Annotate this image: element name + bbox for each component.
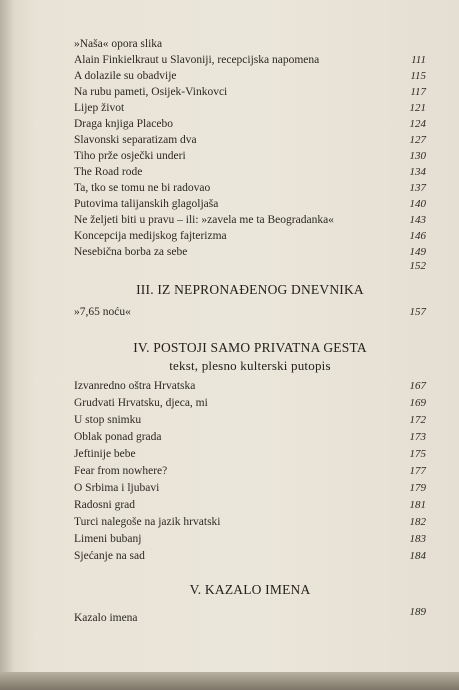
toc-title: Radosni grad — [74, 499, 136, 511]
toc-title: Alain Finkielkraut u Slavoniji, recepcijska napomena — [74, 54, 320, 66]
toc-title: Fear from nowhere? — [74, 465, 168, 477]
toc-page: 115 — [410, 70, 426, 82]
toc-title: Draga knjiga Placebo — [74, 118, 173, 130]
toc-title: Kazalo imena — [74, 612, 138, 624]
toc-page: 179 — [409, 482, 426, 494]
toc-page: 189 — [409, 606, 426, 618]
toc-title: O Srbima i ljubavi — [74, 482, 160, 494]
toc-title: Slavonski separatizam dva — [74, 134, 197, 146]
toc-title: The Road rode — [74, 166, 143, 178]
toc-entry — [74, 180, 426, 197]
toc-title: Izvanredno oštra Hrvatska — [74, 380, 196, 392]
toc-entry — [74, 429, 426, 446]
toc-entry — [74, 378, 426, 395]
toc-entry — [74, 164, 426, 181]
toc-page: 175 — [409, 448, 426, 460]
toc-entry — [74, 100, 426, 117]
toc-page: 181 — [409, 499, 426, 511]
toc-entry — [74, 446, 426, 463]
toc-entry — [74, 463, 426, 480]
toc-page: 173 — [409, 431, 426, 443]
toc-entry — [74, 531, 426, 548]
toc-page: 137 — [409, 182, 426, 194]
toc-entry — [74, 604, 426, 624]
toc-page: 183 — [409, 533, 426, 545]
toc-entry — [74, 212, 426, 229]
toc-title: »7,65 noću« — [74, 306, 131, 318]
toc-page: 134 — [409, 166, 426, 178]
toc-page: 111 — [411, 54, 426, 66]
toc-page: 121 — [409, 102, 426, 114]
toc-entry — [74, 412, 426, 429]
toc-page: 140 — [409, 198, 426, 210]
toc-entry — [74, 304, 426, 321]
section-heading: V. KAZALO IMENA — [189, 582, 311, 597]
toc-entry — [74, 116, 426, 133]
toc-title: Oblak ponad grada — [74, 431, 162, 443]
toc-page: 184 — [409, 550, 426, 562]
toc-title: Na rubu pameti, Osijek-Vinkovci — [74, 86, 228, 98]
toc-entry — [74, 395, 426, 412]
toc-title: Nesebična borba za sebe — [74, 246, 188, 258]
toc-entry — [74, 480, 426, 497]
toc-page: 167 — [409, 380, 426, 392]
toc-entry — [74, 84, 426, 101]
toc-title: Turci nalegoše na jazik hrvatski — [74, 516, 221, 528]
toc-entry — [74, 514, 426, 531]
toc-entry — [74, 548, 426, 565]
toc-title: Limeni bubanj — [74, 533, 142, 545]
toc-page: 152 — [409, 260, 426, 272]
toc-entry — [74, 497, 426, 514]
toc-title: Sjećanje na sad — [74, 550, 145, 562]
toc-page: 149 — [409, 246, 426, 258]
section-heading: IV. POSTOJI SAMO PRIVATNA GESTA — [133, 340, 367, 355]
toc-title: Ta, tko se tomu ne bi radovao — [74, 182, 211, 194]
toc-page: 130 — [409, 150, 426, 162]
toc-title: Lijep život — [74, 102, 125, 114]
toc-title: Putovima talijanskih glagoljaša — [74, 198, 219, 210]
toc-title: Koncepcija medijskog fajterizma — [74, 230, 227, 242]
toc-entry — [74, 148, 426, 165]
book-bottom-edge — [0, 672, 459, 690]
toc-page: 157 — [409, 306, 426, 318]
toc-entry — [74, 52, 426, 69]
toc-page: 127 — [409, 134, 426, 146]
toc-entry — [74, 196, 426, 213]
toc-title: »Naša« opora slika — [74, 38, 163, 50]
toc-title: Jeftinije bebe — [74, 448, 136, 460]
toc-title: U stop snimku — [74, 414, 142, 426]
section-subheading: tekst, plesno kulterski putopis — [169, 358, 331, 373]
section-heading: III. IZ NEPRONAĐENOG DNEVNIKA — [136, 282, 364, 297]
toc-entry — [74, 228, 426, 245]
toc-page: 124 — [409, 118, 426, 130]
toc-title: Grudvati Hrvatsku, djeca, mi — [74, 397, 208, 409]
toc-entry — [74, 36, 426, 53]
toc-page: 143 — [409, 214, 426, 226]
toc-title: Ne željeti biti u pravu – ili: »zavela me ta Beogradanka« — [74, 214, 334, 226]
toc-entry — [74, 250, 426, 272]
toc-page: 177 — [409, 465, 426, 477]
toc-title: A dolazile su obadvije — [74, 70, 177, 82]
toc-title: Tiho prže osječki underi — [74, 150, 186, 162]
toc-page: 117 — [410, 86, 426, 98]
toc-entry — [74, 68, 426, 85]
toc-page: 169 — [409, 397, 426, 409]
toc-page: 182 — [409, 516, 426, 528]
toc-page: 146 — [409, 230, 426, 242]
toc-entry — [74, 132, 426, 149]
toc-page: 172 — [409, 414, 426, 426]
